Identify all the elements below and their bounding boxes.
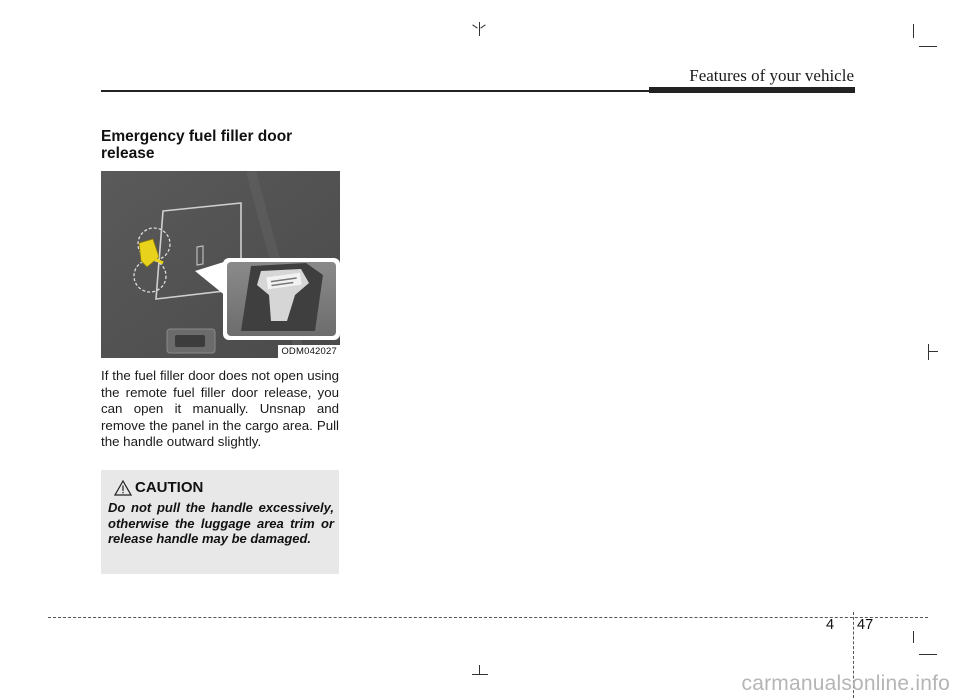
chapter-number: 4 <box>826 617 835 633</box>
watermark-text: carmanualsonline.info <box>741 672 950 695</box>
body-paragraph: If the fuel filler door does not open using the remote fuel filler door release, you can open it manually. Unsnap and remove the panel in the cargo area. Pull the handle outward slightly. <box>101 368 339 450</box>
fuel-door-illustration <box>101 171 340 358</box>
caution-box <box>101 470 339 574</box>
header-rule-accent <box>649 87 855 93</box>
section-title: Features of your vehicle <box>689 66 854 85</box>
figure-code: ODM042027 <box>278 345 340 358</box>
header-rule <box>101 90 649 92</box>
caution-text: Do not pull the handle excessively, otherwise the luggage area trim or release handle may be damaged. <box>108 500 334 546</box>
illustration-graphic <box>101 171 340 358</box>
page-heading: Emergency fuel filler door release <box>101 128 293 162</box>
warning-triangle-icon <box>114 480 132 496</box>
footer-rule <box>48 617 928 618</box>
page-number: 47 <box>857 617 874 633</box>
caution-title: CAUTION <box>135 479 204 496</box>
